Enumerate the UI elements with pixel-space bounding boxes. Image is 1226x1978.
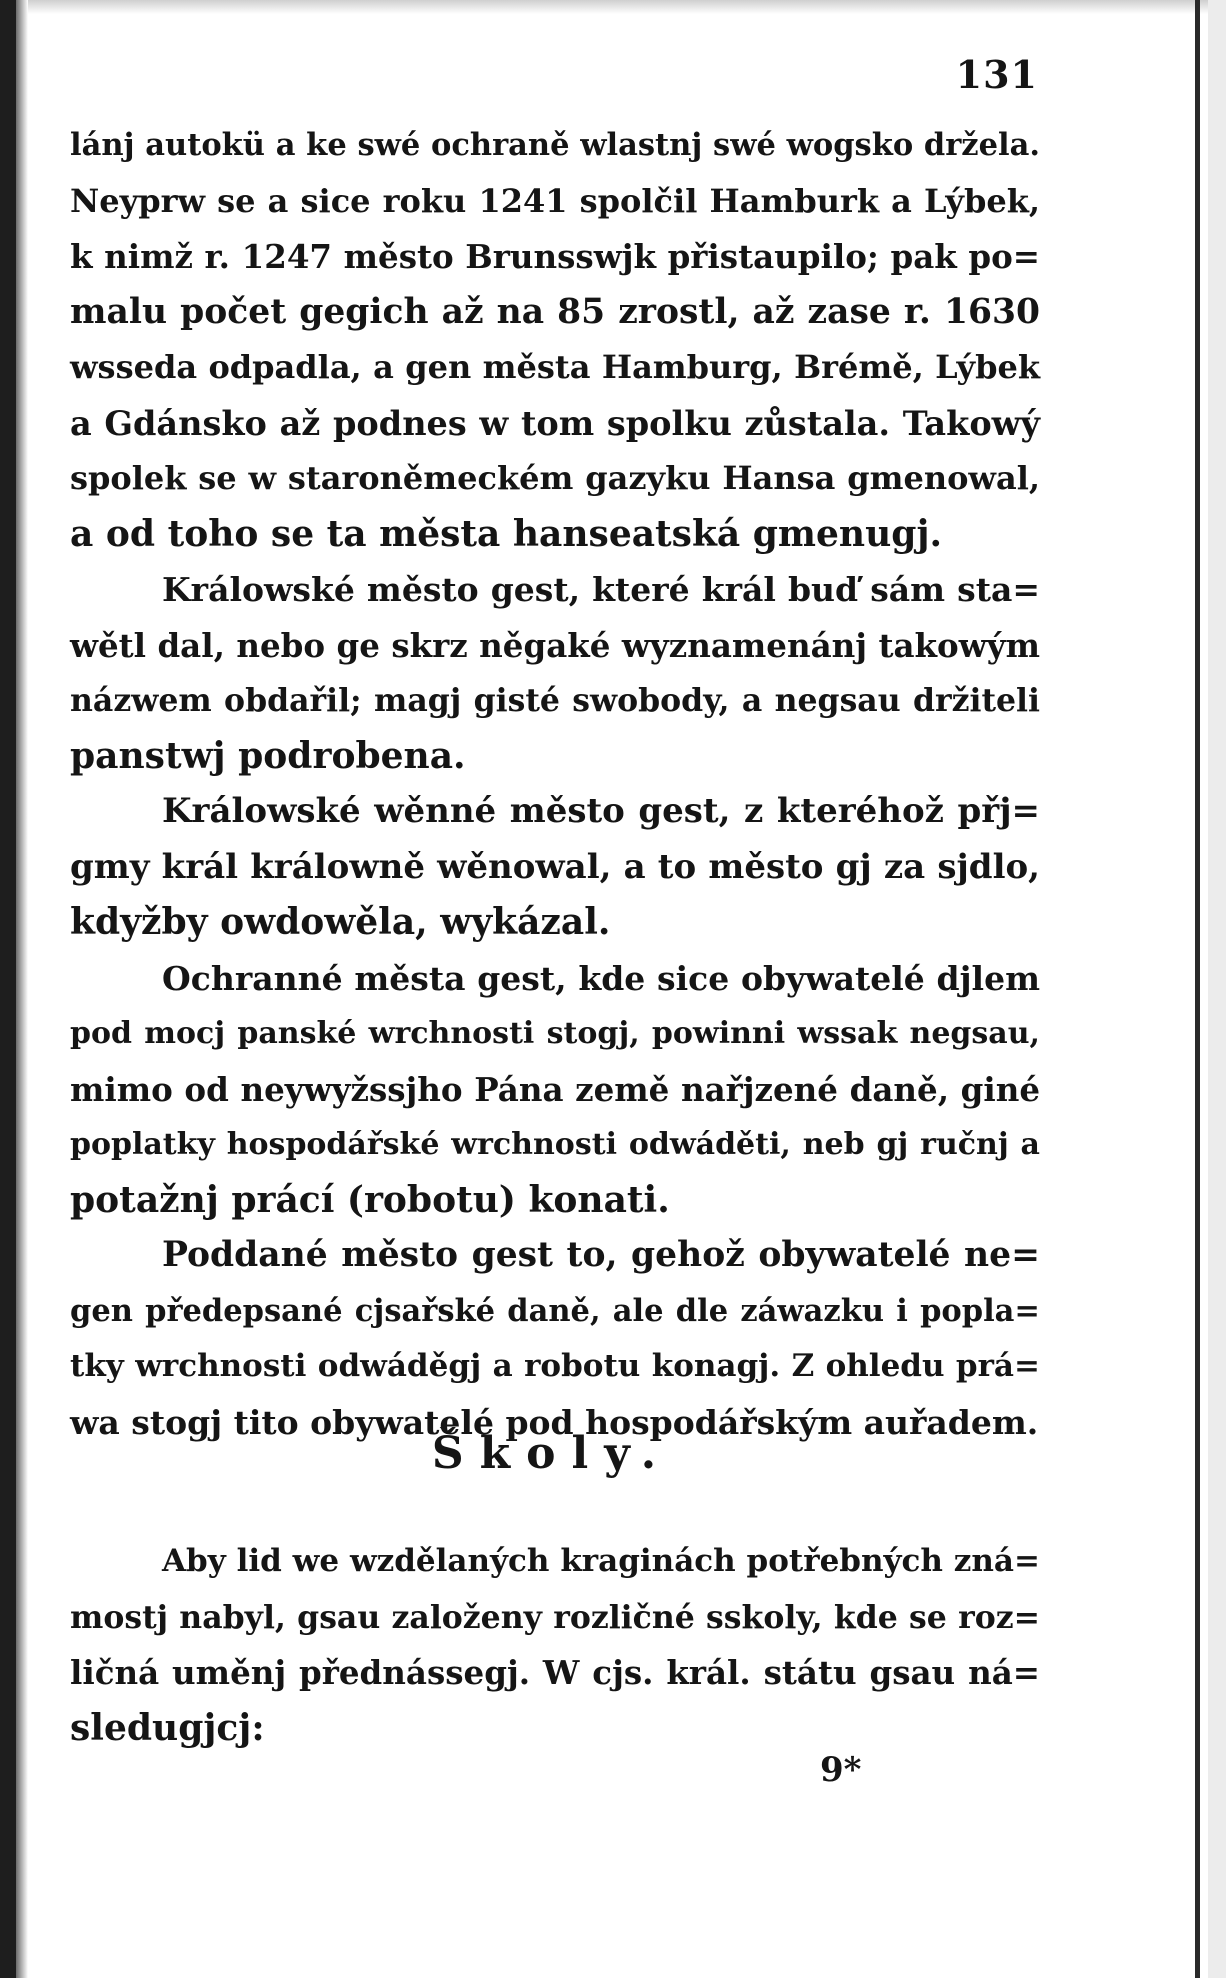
text-line: Neyprw se a sice roku 1241 spolčil Hamburk a Lýbek, <box>70 181 1040 220</box>
text-line: a Gdánsko až podnes w tom spolku zůstala. Takowý <box>70 403 1040 443</box>
text-line: názwem obdařil; magj gisté swobody, a negsau držiteli <box>70 682 1040 719</box>
body-text-continued <box>70 1534 1040 1756</box>
text-line: spolek se w staroněmeckém gazyku Hansa gmenowal, <box>70 459 1040 497</box>
text-line: Králowské wěnné město gest, z kteréhož přj= <box>162 791 1040 831</box>
text-line: sledugjcj: <box>70 1706 265 1749</box>
text-line: ličná uměnj přednássegj. W cjs. král. státu gsau ná= <box>70 1653 1040 1692</box>
text-line: a od toho se ta města hanseatská gmenugj. <box>70 512 942 555</box>
scan-left-edge <box>0 0 16 1978</box>
book-page <box>62 30 1042 1950</box>
text-line: Aby lid we wzdělaných kraginách potřebných zná= <box>162 1543 1040 1579</box>
text-line: malu počet gegich až na 85 zrostl, až zase r. 1630 <box>70 291 1040 332</box>
text-line: pod mocj panské wrchnosti stogj, powinni wssak negsau, <box>70 1016 1040 1051</box>
scan-right-edge <box>1208 0 1226 1978</box>
text-line: poplatky hospodářské wrchnosti odwáděti, neb gj ručnj a <box>70 1127 1040 1162</box>
text-line: gen předepsané cjsařské daně, ale dle záwazku i popla= <box>70 1292 1040 1329</box>
scan-top-edge <box>0 0 1226 14</box>
text-line: lánj autokü a ke swé ochraně wlastnj swé wogsko držela. <box>70 127 1040 163</box>
text-line: Králowské město gest, které král buď sám sta= <box>162 570 1040 609</box>
section-heading: Školy. <box>431 1428 673 1479</box>
text-line: mimo od neywyžssjho Pána země nařjzené daně, giné <box>70 1069 1040 1109</box>
text-line: wa stogj tito obywatelé pod hospodářským auřadem. <box>70 1402 1039 1442</box>
text-line: Poddané město gest to, gehož obywatelé ne= <box>162 1235 1040 1275</box>
text-line: potažnj prácí (robotu) konati. <box>70 1178 670 1221</box>
text-line: wětl dal, nebo ge skrz něgaké wyznamenánj takowým <box>70 625 1040 665</box>
body-text <box>70 118 1040 1450</box>
text-line: k nimž r. 1247 město Brunsswjk přistaupilo; pak po= <box>70 237 1040 276</box>
text-line: wsseda odpadla, a gen města Hamburg, Brémě, Lýbek <box>70 348 1040 386</box>
text-line: panstwj podrobena. <box>70 734 466 777</box>
text-line: Ochranné města gest, kde sice obywatelé djlem <box>162 958 1040 998</box>
scan-left-shadow <box>16 0 28 1978</box>
text-line: tky wrchnosti odwáděgj a robotu konagj. Z ohledu prá= <box>70 1348 1040 1384</box>
scan-right-line <box>1195 0 1200 1978</box>
text-line: kdyžby owdowěla, wykázal. <box>70 901 611 943</box>
text-line: gmy král králowně wěnowal, a to město gj za sjdlo, <box>70 846 1040 887</box>
page-number: 131 <box>955 52 1038 97</box>
signature-mark: 9* <box>820 1750 862 1790</box>
text-line: mostj nabyl, gsau založeny rozličné sskoly, kde se roz= <box>70 1598 1040 1636</box>
